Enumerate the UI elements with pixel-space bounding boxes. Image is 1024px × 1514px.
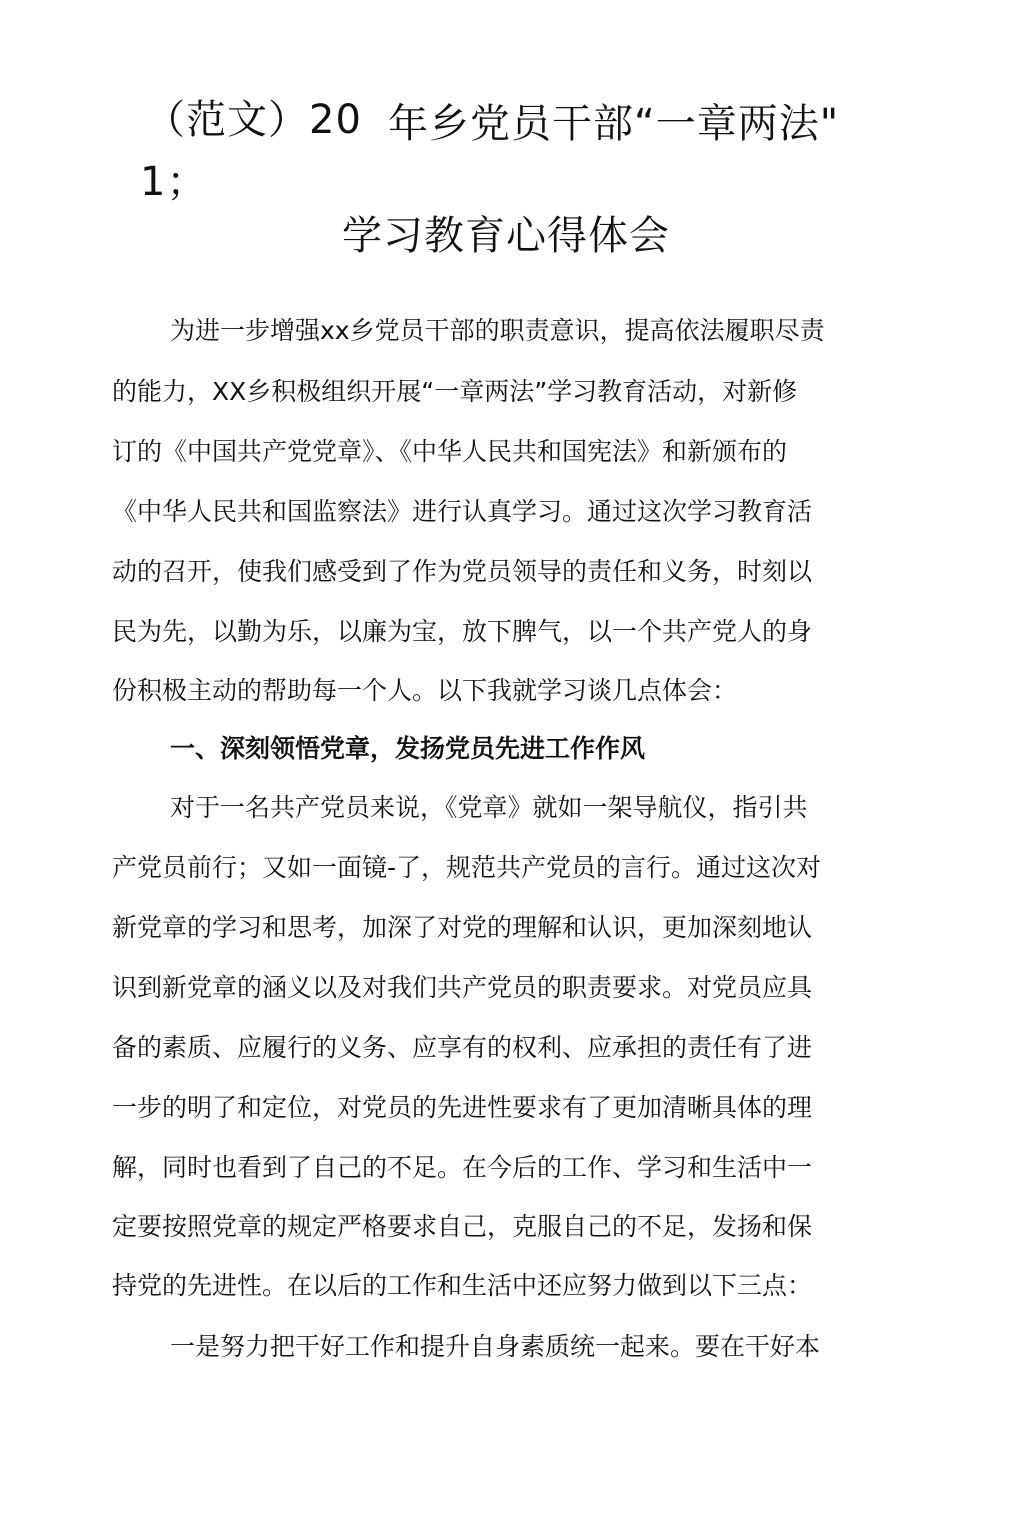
paragraph-line: 解，同时也看到了自己的不足。在今后的工作、学习和生活中一 <box>112 1153 813 1182</box>
paragraph-line: 识到新党章的涵义以及对我们共产党员的职责要求。对党员应具 <box>112 973 813 1002</box>
paragraph-line: 产党员前行；又如一面镜-了，规范共产党员的言行。通过这次对 <box>112 853 822 882</box>
section-heading: 一、深刻领悟党章，发扬党员先进工作作风 <box>170 734 646 763</box>
paragraph-line: 份积极主动的帮助每一个人。以下我就学习谈几点体会： <box>112 676 738 705</box>
paragraph-line: 定要按照党章的规定严格要求自己，克服自己的不足，发扬和保 <box>112 1212 813 1241</box>
paragraph-line: 持党的先进性。在以后的工作和生活中还应努力做到以下三点： <box>112 1271 813 1300</box>
title-continuation: 1； <box>140 159 208 205</box>
paragraph-line: 动的召开，使我们感受到了作为党员领导的责任和义务，时刻以 <box>112 557 813 586</box>
title-line-2: 学习教育心得体会 <box>342 213 670 259</box>
paragraph-line: 一步的明了和定位，对党员的先进性要求有了更加清晰具体的理 <box>112 1093 813 1122</box>
title-prefix: （范文）20 <box>145 97 362 143</box>
title-main: 年乡党员干部“一章两法" <box>388 101 840 147</box>
paragraph-line: 备的素质、应履行的义务、应享有的权利、应承担的责任有了进 <box>112 1033 813 1062</box>
paragraph-line: 订的《中国共产党党章》、《中华人民共和国宪法》和新颁布的 <box>112 437 788 466</box>
paragraph-line: 一是努力把干好工作和提升自身素质统一起来。要在干好本 <box>170 1332 821 1361</box>
paragraph-line: 的能力，XX乡积极组织开展“一章两法”学习教育活动，对新修 <box>112 377 798 406</box>
paragraph-line: 《中华人民共和国监察法》进行认真学习。通过这次学习教育活 <box>112 497 813 526</box>
paragraph-line: 新党章的学习和思考，加深了对党的理解和认识，更加深刻地认 <box>112 913 813 942</box>
paragraph-line: 对于一名共产党员来说，《党章》就如一架导航仪，指引共 <box>170 793 808 822</box>
paragraph-line: 为进一步增强xx乡党员干部的职责意识，提高依法履职尽责 <box>170 316 825 345</box>
paragraph-line: 民为先，以勤为乐，以廉为宝，放下脾气，以一个共产党人的身 <box>112 617 813 646</box>
